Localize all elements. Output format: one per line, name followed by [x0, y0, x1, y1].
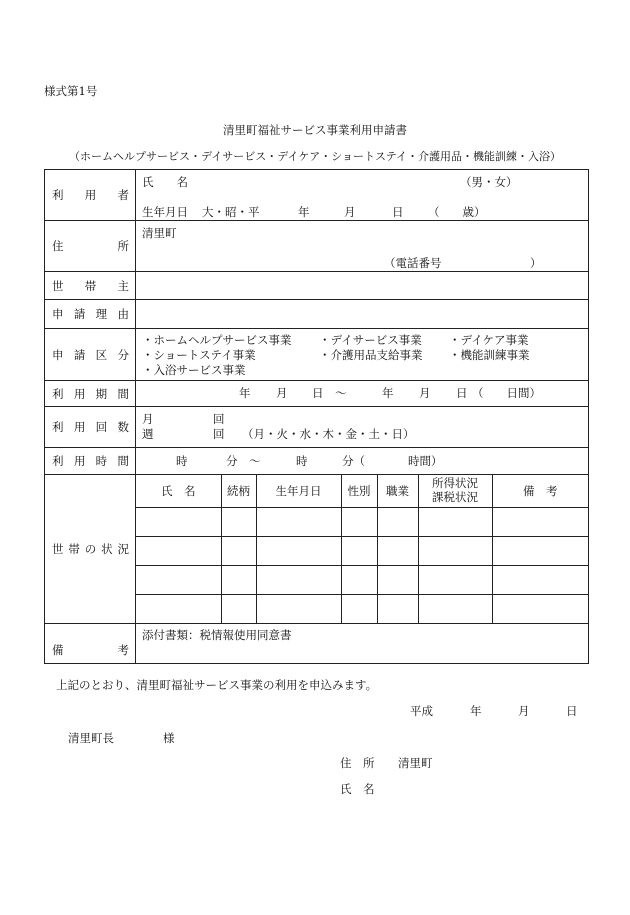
phone-label: （電話番号 [384, 256, 442, 270]
category-label-text [45, 347, 135, 363]
category-option[interactable]: ・入浴サービス事業 [142, 363, 246, 377]
date-day-unit: 日 [566, 704, 578, 718]
label-char: 申 [52, 307, 64, 321]
household-header-name: 氏 名 [136, 475, 221, 507]
reason-field[interactable] [136, 300, 589, 329]
label-char: 用 [73, 420, 86, 434]
period-month-unit: 月 [276, 386, 288, 400]
applicant-name-label: 氏 名 [340, 782, 375, 796]
household-header-relation: 続柄 [221, 475, 256, 507]
category-option[interactable]: ・ホームヘルプサービス事業 [142, 333, 292, 347]
address-label-text [45, 238, 135, 254]
period-month2-unit: 月 [419, 386, 431, 400]
label-char: 者 [117, 188, 129, 202]
user-label [45, 170, 136, 221]
household-table [136, 475, 588, 623]
label-char: 利 [52, 420, 64, 434]
household-cell[interactable] [136, 565, 221, 594]
name-label: 氏 名 [142, 175, 188, 189]
household-cell[interactable] [341, 536, 377, 565]
reason-label-text [45, 306, 135, 322]
address-cell[interactable] [136, 221, 589, 272]
period-day2-unit: 日 [456, 386, 468, 400]
addressee-name: 清里町長 [68, 731, 114, 745]
period-year2-unit: 年 [382, 386, 394, 400]
birth-day-unit: 日 [392, 205, 404, 219]
time-hours-field[interactable]: 時間） [408, 454, 443, 468]
household-header-remarks: 備 考 [492, 475, 588, 507]
household-cell[interactable] [492, 565, 588, 594]
household-cell[interactable] [377, 594, 418, 623]
sex-options[interactable]: （男・女） [460, 175, 518, 189]
table-row [136, 536, 588, 565]
time-hour-unit: 時 [176, 454, 188, 468]
date-year-unit: 年 [470, 704, 482, 718]
household-cell[interactable] [418, 536, 492, 565]
declaration-text: 上記のとおり、清里町福祉サービス事業の利用を申込みます。 [56, 678, 378, 692]
page-subtitle: （ホームヘルプサービス・デイサービス・デイケア・ショートステイ・介護用品・機能訓練・入浴） [69, 150, 561, 163]
frequency-times2-unit: 回 [213, 427, 225, 441]
page-title: 清里町福祉サービス事業利用申請書 [223, 123, 407, 137]
household-cell[interactable] [418, 565, 492, 594]
household-cell[interactable] [377, 565, 418, 594]
application-form-table [44, 169, 589, 664]
household-cell[interactable] [136, 507, 221, 536]
period-day-to: 日 ～ [312, 386, 347, 400]
label-char: 理 [95, 307, 108, 321]
household-cell[interactable] [341, 507, 377, 536]
label-char: 分 [117, 347, 129, 362]
time-hour2-unit: 時 [296, 454, 308, 468]
frequency-times-unit: 回 [213, 412, 225, 426]
form-number: 様式第1号 [44, 84, 98, 98]
time-label-text [45, 453, 135, 469]
date-month-unit: 月 [518, 704, 530, 718]
period-label [45, 381, 136, 407]
household-cell[interactable] [341, 594, 377, 623]
household-cell[interactable] [136, 594, 221, 623]
category-label [45, 329, 136, 381]
remarks-value: 添付書類：税情報使用同意書 [142, 627, 292, 642]
period-cell[interactable] [136, 381, 589, 407]
household-cell[interactable] [418, 507, 492, 536]
label-char: 況 [117, 541, 129, 556]
table-row [136, 565, 588, 594]
era-options[interactable]: 大・昭・平 [202, 205, 260, 219]
label-char: の [84, 541, 97, 556]
age-field[interactable]: （ 歳） [428, 205, 486, 219]
household-cell[interactable] [221, 536, 256, 565]
time-minute-to: 分 ～ [226, 454, 261, 468]
time-minute2-unit: 分（ [342, 454, 365, 468]
label-char: 主 [117, 278, 129, 293]
birth-month-unit: 月 [344, 205, 356, 219]
category-option[interactable]: ・介護用品支給事業 [319, 348, 423, 362]
time-cell[interactable] [136, 448, 589, 475]
period-label-text [45, 386, 135, 402]
frequency-label [45, 407, 136, 448]
household-cell[interactable] [492, 594, 588, 623]
label-char: 利 [52, 386, 64, 401]
label-char: 住 [52, 239, 64, 253]
frequency-month-label: 月 [142, 412, 154, 426]
birth-year-unit: 年 [298, 205, 310, 219]
weekday-options[interactable]: （月・火・水・木・金・土・日） [242, 427, 415, 441]
remarks-cell[interactable] [136, 623, 589, 663]
phone-close: ） [530, 256, 542, 270]
household-head-label [45, 272, 136, 300]
label-char: 間 [117, 454, 129, 468]
label-char: 請 [73, 347, 86, 362]
birthdate-label: 生年月日 [142, 205, 188, 219]
remarks-label [45, 623, 136, 663]
applicant-address-label: 住 所 [340, 756, 375, 770]
category-option[interactable]: ・機能訓練事業 [449, 348, 530, 362]
household-header-birthdate: 生年月日 [256, 475, 341, 507]
household-cell[interactable] [221, 507, 256, 536]
tax-status-label: 課税状況 [432, 489, 478, 504]
frequency-label-text [45, 419, 135, 435]
household-cell[interactable] [377, 536, 418, 565]
category-option[interactable]: ・ショートステイ事業 [142, 348, 256, 362]
label-char: 用 [84, 188, 97, 202]
household-cell[interactable] [492, 536, 588, 565]
reason-label [45, 300, 136, 329]
household-cell[interactable] [377, 507, 418, 536]
household-head-label-text [45, 278, 135, 294]
period-days-field[interactable]: （ 日間） [472, 386, 541, 400]
addressee-honorific: 様 [163, 731, 175, 745]
frequency-week-label: 週 [142, 427, 154, 441]
household-cell[interactable] [136, 536, 221, 565]
label-char: 世 [52, 278, 64, 293]
label-char: 利 [52, 188, 64, 202]
time-label [45, 448, 136, 475]
label-char: 期 [95, 386, 108, 401]
address-value: 清里町 [142, 226, 177, 240]
label-char: 数 [117, 420, 129, 434]
label-char: 備 [52, 643, 64, 657]
applicant-address-value: 清里町 [398, 756, 433, 770]
label-char: 請 [73, 307, 86, 321]
label-char: 所 [117, 239, 129, 253]
label-char: 世 [52, 541, 64, 556]
income-status-label: 所得状況 [432, 475, 478, 490]
household-head-field[interactable] [136, 272, 589, 300]
household-header-sex: 性別 [341, 475, 377, 507]
address-label [45, 221, 136, 272]
label-char: 用 [73, 454, 86, 468]
table-row [136, 594, 588, 623]
label-char: 利 [52, 454, 64, 468]
household-cell[interactable] [221, 594, 256, 623]
household-cell[interactable] [418, 594, 492, 623]
remarks-label-text [45, 628, 135, 658]
table-row [136, 507, 588, 536]
household-cell[interactable] [256, 594, 341, 623]
category-option[interactable]: ・デイサービス事業 [319, 333, 422, 347]
category-cell[interactable] [136, 329, 589, 381]
household-cell[interactable] [221, 565, 256, 594]
household-cell[interactable] [256, 507, 341, 536]
household-cell[interactable] [256, 565, 341, 594]
label-char: 間 [117, 386, 129, 401]
household-status-label-text [45, 541, 135, 557]
household-cell[interactable] [492, 507, 588, 536]
label-char: 帯 [68, 541, 80, 556]
household-cell[interactable] [256, 536, 341, 565]
label-char: 帯 [84, 278, 97, 293]
household-header-income [418, 475, 492, 507]
label-char: 用 [73, 386, 86, 401]
household-header-occupation: 職業 [377, 475, 418, 507]
date-era: 平成 [410, 704, 433, 718]
label-char: 由 [117, 307, 129, 321]
frequency-cell[interactable] [136, 407, 589, 448]
label-char: 考 [117, 643, 129, 657]
label-char: 状 [101, 541, 113, 556]
label-char: 時 [95, 454, 108, 468]
household-cell[interactable] [341, 565, 377, 594]
user-cell[interactable] [136, 170, 589, 221]
period-year-unit: 年 [239, 386, 251, 400]
household-status-label [45, 475, 136, 624]
user-label-text [45, 187, 135, 203]
household-status-cell [136, 475, 589, 624]
category-option[interactable]: ・デイケア事業 [449, 333, 529, 347]
label-char: 区 [95, 347, 108, 362]
label-char: 回 [95, 420, 108, 434]
label-char: 申 [52, 347, 64, 362]
